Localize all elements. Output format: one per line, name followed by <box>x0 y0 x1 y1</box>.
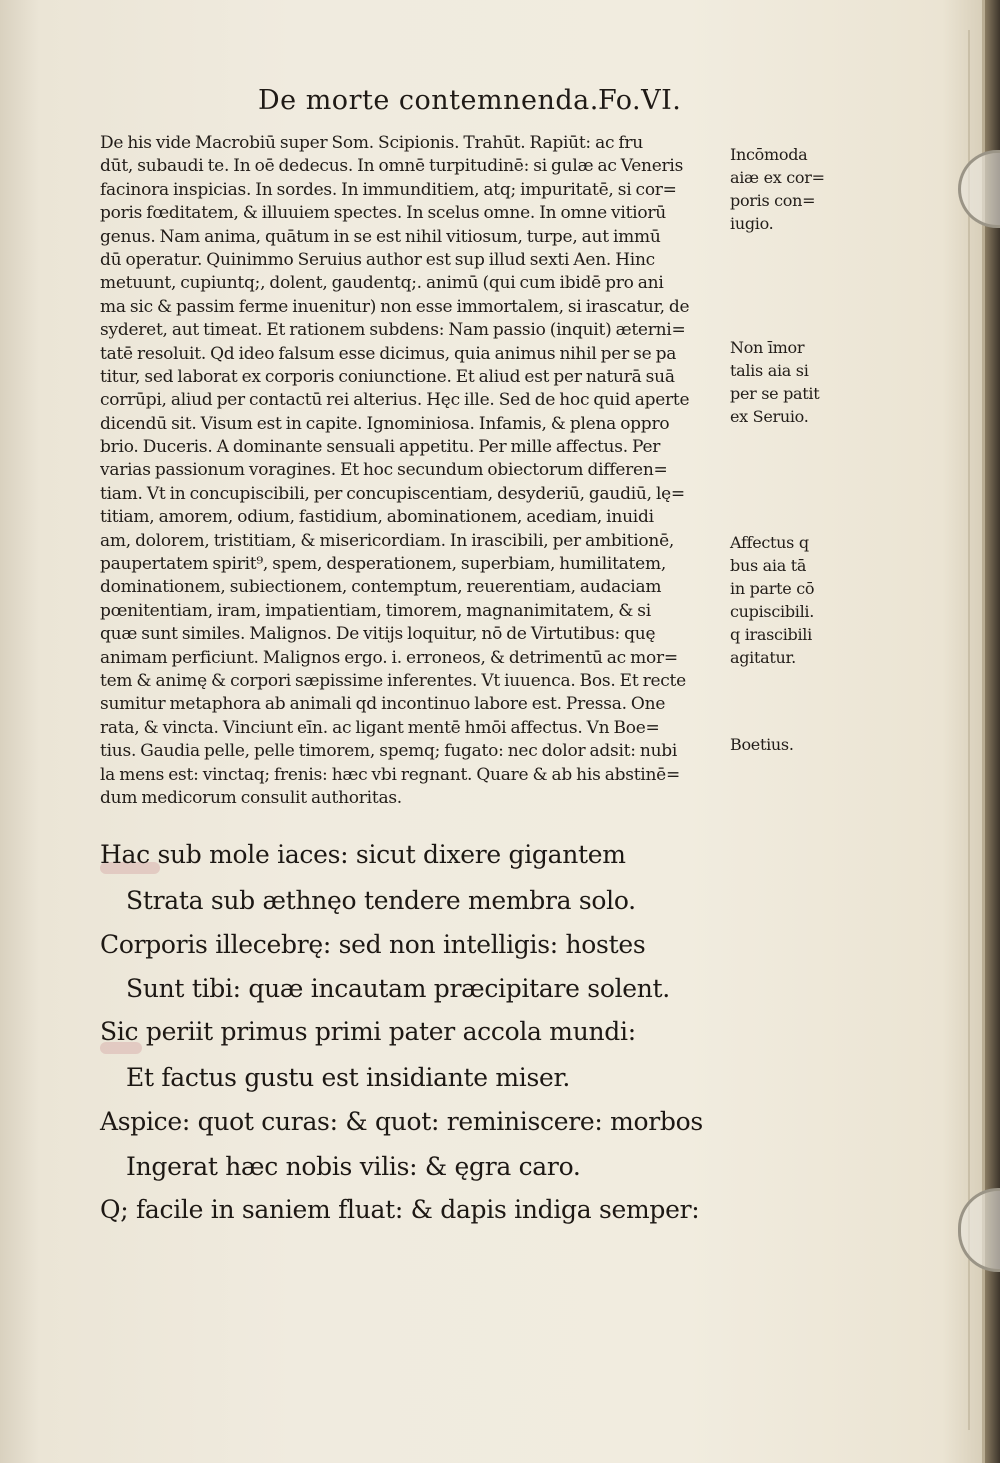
commentary-line: facinora inspicias. In sordes. In immunditiem, atq; impuritatē, si cor= <box>100 179 677 200</box>
running-title: De morte contemnenda. <box>258 85 599 116</box>
commentary-line: sumitur metaphora ab animali qd incontinuo labore est. Pressa. One <box>100 694 666 715</box>
commentary-line: De his vide Macrobiū super Som. Scipionis. Trahūt. Rapiūt: ac fru <box>100 133 643 153</box>
commentary-line: corrūpi, aliud per contactū rei alterius. Hęc ille. Sed de hoc quid aperte <box>100 390 690 411</box>
margin-gloss-3 <box>730 531 850 669</box>
gloss-line: talis aia si <box>730 361 809 380</box>
gloss-line: iugio. <box>730 214 774 233</box>
commentary-line: brio. Duceris. A dominante sensuali appetitu. Per mille affectus. Per <box>100 437 661 458</box>
commentary-line: dicendū sit. Visum est in capite. Ignominiosa. Infamis, & plena oppro <box>100 413 670 434</box>
commentary-line: dūt, subaudi te. In oē dedecus. In omnē turpitudinē: si gulæ ac Veneris <box>100 156 684 177</box>
gloss-line: aiæ ex cor= <box>730 168 825 187</box>
commentary-line: dū operatur. Quinimmo Seruius author est sup illud sexti Aen. Hinc <box>100 249 655 270</box>
commentary-line: animam perficiunt. Malignos ergo. i. erroneos, & detrimentū ac mor= <box>100 647 678 668</box>
verse-line: Q; facile in saniem fluat: & dapis indiga semper: <box>100 1195 700 1224</box>
verse-line: Et factus gustu est insidiante miser. <box>126 1063 571 1092</box>
commentary-line: titur, sed laborat ex corporis coniunctione. Et aliud est per naturā suā <box>100 366 675 387</box>
commentary-line: quæ sunt similes. Malignos. De vitijs loquitur, nō de Virtutibus: quę <box>100 624 656 645</box>
commentary-line: ma sic & passim ferme inuenitur) non esse immortalem, si irascatur, de <box>100 296 690 317</box>
commentary-line: metuunt, cupiuntq;, dolent, gaudentq;. animū (qui cum ibidē pro ani <box>100 273 664 294</box>
gloss-line: in parte cō <box>730 579 815 598</box>
margin-gloss-4 <box>730 733 850 756</box>
margin-gloss-2 <box>730 336 850 428</box>
commentary-line: poris fœditatem, & illuuiem spectes. In scelus omne. In omne vitiorū <box>100 203 666 224</box>
gloss-line: Non īmor <box>730 338 805 357</box>
gloss-line: Incōmoda <box>730 145 808 164</box>
gloss-line: agitatur. <box>730 648 796 667</box>
commentary-line: la mens est: vinctaq; frenis: hæc vbi regnant. Quare & ab his abstinē= <box>100 764 680 785</box>
commentary-line: dominationem, subiectionem, contemptum, reuerentiam, audaciam <box>100 577 662 598</box>
verse-line: Corporis illecebrę: sed non intelligis: hostes <box>100 930 646 959</box>
commentary-line: tem & animę & corpori sæpissime inferentes. Vt iuuenca. Bos. Et recte <box>100 670 686 691</box>
gloss-line: poris con= <box>730 191 816 210</box>
commentary-line: tatē resoluit. Qd ideo falsum esse dicimus, quia animus nihil per se pa <box>100 343 677 364</box>
verse-line: Aspice: quot curas: & quot: reminiscere: morbos <box>100 1107 703 1136</box>
commentary-line: am, dolorem, tristitiam, & misericordiam. In irascibili, per ambitionē, <box>100 530 675 551</box>
commentary-line: varias passionum voragines. Et hoc secundum obiectorum differen= <box>100 460 668 481</box>
commentary-line: dum medicorum consulit authoritas. <box>100 787 402 808</box>
margin-gloss-1 <box>730 143 850 235</box>
verse-line: Ingerat hæc nobis vilis: & ęgra caro. <box>126 1152 581 1181</box>
gloss-line: bus aia tā <box>730 556 807 575</box>
commentary-line: tiam. Vt in concupiscibili, per concupiscentiam, desyderiū, gaudiū, lę= <box>100 483 685 504</box>
folio-number: Fo.VI. <box>598 85 682 116</box>
gloss-line: per se patit <box>730 384 820 403</box>
commentary-line: tius. Gaudia pelle, pelle timorem, spemq; fugato: nec dolor adsit: nubi <box>100 741 678 762</box>
commentary-block <box>100 132 722 810</box>
gloss-line: Boetius. <box>730 735 794 754</box>
commentary-line: syderet, aut timeat. Et rationem subdens: Nam passio (inquit) æterni= <box>100 320 686 341</box>
commentary-line: pœnitentiam, iram, impatientiam, timorem, magnanimitatem, & si <box>100 600 651 621</box>
verse-line: Strata sub æthnęo tendere membra solo. <box>126 886 636 915</box>
commentary-line: rata, & vincta. Vinciunt eīn. ac ligant mentē hmōi affectus. Vn Boe= <box>100 717 660 738</box>
commentary-line: paupertatem spirit⁹, spem, desperationem, superbiam, humilitatem, <box>100 554 666 575</box>
running-header <box>258 85 688 125</box>
gloss-line: q irascibili <box>730 625 812 644</box>
commentary-line: genus. Nam anima, quātum in se est nihil vitiosum, turpe, aut immū <box>100 226 661 247</box>
commentary-line: titiam, amorem, odium, fastidium, abominationem, acediam, inuidi <box>100 507 654 528</box>
gloss-line: cupiscibili. <box>730 602 814 621</box>
verse-line: Sic periit primus primi pater accola mundi: <box>100 1017 636 1046</box>
verse-line: Sunt tibi: quæ incautam præcipitare solent. <box>126 974 670 1003</box>
gloss-line: Affectus q <box>730 533 809 552</box>
gloss-line: ex Seruio. <box>730 407 809 426</box>
verse-line: Hac sub mole iaces: sicut dixere gigantem <box>100 840 626 869</box>
